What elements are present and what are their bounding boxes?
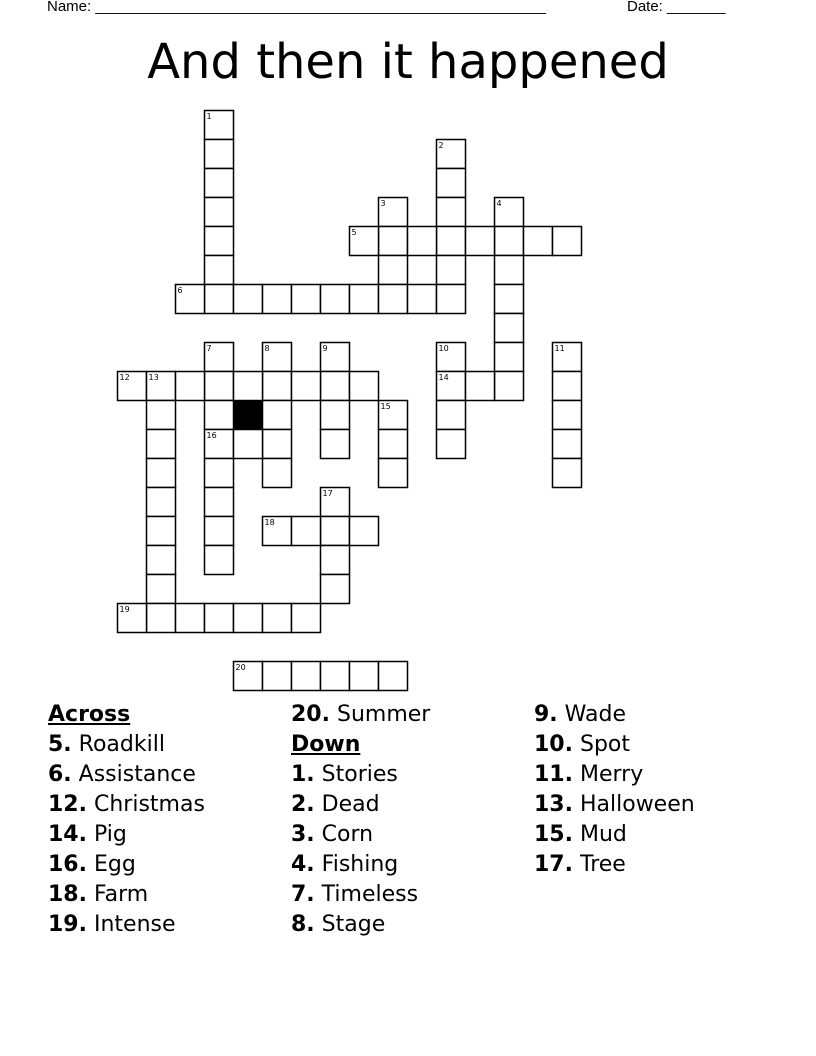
clue-across-16: 16. Egg — [48, 852, 136, 877]
page-title: And then it happened — [147, 34, 669, 90]
date-label: Date: — [627, 0, 663, 15]
clue-down-13: 13. Halloween — [534, 792, 695, 817]
grid-cell[interactable] — [553, 401, 582, 430]
clue-down-3: 3. Corn — [291, 822, 374, 847]
grid-cell[interactable] — [495, 256, 524, 285]
grid-cell[interactable] — [205, 604, 234, 633]
grid-cell[interactable] — [437, 401, 466, 430]
clue-number: 20 — [235, 663, 246, 672]
grid-cell[interactable] — [350, 372, 379, 401]
grid-cell[interactable] — [379, 459, 408, 488]
grid-cell[interactable] — [147, 401, 176, 430]
grid-cell[interactable] — [263, 604, 292, 633]
black-cell — [234, 401, 263, 430]
grid-cell[interactable] — [205, 459, 234, 488]
clue-across-12: 12. Christmas — [48, 792, 205, 817]
grid-cell[interactable] — [147, 546, 176, 575]
grid-cell[interactable] — [292, 662, 321, 691]
grid-cell[interactable] — [263, 662, 292, 691]
clue-number: 2 — [438, 141, 444, 150]
across-heading: Across — [48, 702, 131, 727]
clue-down-7: 7. Timeless — [291, 882, 419, 907]
clue-across-14: 14. Pig — [48, 822, 127, 847]
grid-cell[interactable] — [234, 372, 263, 401]
grid-cell[interactable] — [379, 256, 408, 285]
grid-cell[interactable] — [437, 430, 466, 459]
grid-cell[interactable] — [524, 227, 553, 256]
clue-down-9: 9. Wade — [534, 702, 626, 727]
grid-cell[interactable] — [495, 372, 524, 401]
grid-cell[interactable] — [205, 227, 234, 256]
grid-cell[interactable] — [437, 198, 466, 227]
grid-cell[interactable] — [437, 169, 466, 198]
name-blank[interactable]: ______________________________________________________ — [95, 0, 546, 15]
grid-cell[interactable] — [292, 285, 321, 314]
grid-cell[interactable] — [321, 546, 350, 575]
clue-number: 14 — [438, 373, 449, 382]
clue-number: 12 — [119, 373, 130, 382]
clue-number: 6 — [177, 286, 183, 295]
grid-cell[interactable] — [263, 430, 292, 459]
grid-cell[interactable] — [205, 140, 234, 169]
clue-across-6: 6. Assistance — [48, 762, 196, 787]
grid-cell[interactable] — [205, 488, 234, 517]
clue-down-11: 11. Merry — [534, 762, 644, 787]
clue-across-18: 18. Farm — [48, 882, 149, 907]
grid-cell[interactable] — [176, 372, 205, 401]
grid-cell[interactable] — [147, 488, 176, 517]
clue-down-1: 1. Stories — [291, 762, 398, 787]
grid-cell[interactable] — [553, 227, 582, 256]
grid-cell[interactable] — [205, 169, 234, 198]
grid-cell[interactable] — [147, 575, 176, 604]
grid-cell[interactable] — [176, 604, 205, 633]
grid-cell[interactable] — [379, 285, 408, 314]
grid-cell[interactable] — [495, 285, 524, 314]
clue-number: 3 — [380, 199, 386, 208]
clue-number: 9 — [322, 344, 328, 353]
grid-cell[interactable] — [205, 401, 234, 430]
grid-cell[interactable] — [553, 430, 582, 459]
clue-column-1 — [48, 700, 205, 940]
grid-cell[interactable] — [553, 459, 582, 488]
clue-down-8: 8. Stage — [291, 912, 386, 937]
grid-cell[interactable] — [321, 517, 350, 546]
grid-cell[interactable] — [495, 227, 524, 256]
name-label: Name: — [47, 0, 92, 15]
grid-cell[interactable] — [350, 285, 379, 314]
clue-number: 13 — [148, 373, 159, 382]
clue-down-17: 17. Tree — [534, 852, 626, 877]
clue-number: 7 — [206, 344, 212, 353]
grid-cell[interactable] — [379, 662, 408, 691]
clue-down-4: 4. Fishing — [291, 852, 399, 877]
grid-cell[interactable] — [379, 227, 408, 256]
clue-number: 1 — [206, 112, 212, 121]
clue-across-19: 19. Intense — [48, 912, 176, 937]
clue-across-5: 5. Roadkill — [48, 732, 165, 757]
grid-cell[interactable] — [205, 517, 234, 546]
grid-cell[interactable] — [263, 372, 292, 401]
down-heading: Down — [291, 732, 361, 757]
clue-number: 5 — [351, 228, 357, 237]
grid-cell[interactable] — [350, 517, 379, 546]
grid-cell[interactable] — [205, 546, 234, 575]
grid-cell[interactable] — [350, 662, 379, 691]
grid-cell[interactable] — [408, 227, 437, 256]
clue-number: 8 — [264, 344, 270, 353]
clue-column-3 — [534, 700, 695, 880]
grid-cell[interactable] — [437, 227, 466, 256]
grid-cell[interactable] — [321, 575, 350, 604]
grid-cell[interactable] — [408, 285, 437, 314]
clue-number: 15 — [380, 402, 391, 411]
grid-cell[interactable] — [321, 662, 350, 691]
grid-cell[interactable] — [553, 372, 582, 401]
date-blank[interactable]: _______ — [667, 0, 726, 15]
grid-cell[interactable] — [495, 343, 524, 372]
clue-number: 4 — [496, 199, 502, 208]
clue-number: 10 — [438, 344, 449, 353]
grid-cell[interactable] — [321, 430, 350, 459]
grid-cell[interactable] — [292, 517, 321, 546]
grid-cell[interactable] — [147, 604, 176, 633]
grid-cell[interactable] — [321, 401, 350, 430]
clue-column-2 — [291, 700, 430, 940]
clue-number: 18 — [264, 518, 275, 527]
clue-down-10: 10. Spot — [534, 732, 630, 757]
grid-cell[interactable] — [234, 430, 263, 459]
grid-cell[interactable] — [437, 285, 466, 314]
grid-cell[interactable] — [205, 198, 234, 227]
grid-cell[interactable] — [205, 372, 234, 401]
grid-cell[interactable] — [292, 604, 321, 633]
grid-cell[interactable] — [495, 314, 524, 343]
grid-cell[interactable] — [147, 517, 176, 546]
clue-number: 11 — [554, 344, 565, 353]
grid-cell[interactable] — [234, 604, 263, 633]
clue-across-20: 20. Summer — [291, 702, 431, 727]
grid-cell[interactable] — [205, 285, 234, 314]
grid-cell[interactable] — [263, 285, 292, 314]
clue-number: 19 — [119, 605, 130, 614]
clue-number: 16 — [206, 431, 217, 440]
grid-cell[interactable] — [263, 401, 292, 430]
clue-down-2: 2. Dead — [291, 792, 380, 817]
grid-cell[interactable] — [321, 372, 350, 401]
clue-down-15: 15. Mud — [534, 822, 627, 847]
grid-cell[interactable] — [292, 372, 321, 401]
grid-cell[interactable] — [466, 227, 495, 256]
grid-cell[interactable] — [263, 459, 292, 488]
clue-number: 17 — [322, 489, 333, 498]
grid-cell[interactable] — [234, 285, 263, 314]
grid-cell[interactable] — [205, 256, 234, 285]
grid-cell[interactable] — [321, 285, 350, 314]
grid-cell[interactable] — [147, 430, 176, 459]
grid-cell[interactable] — [379, 430, 408, 459]
grid-cell[interactable] — [147, 459, 176, 488]
grid-cell[interactable] — [466, 372, 495, 401]
grid-cell[interactable] — [437, 256, 466, 285]
